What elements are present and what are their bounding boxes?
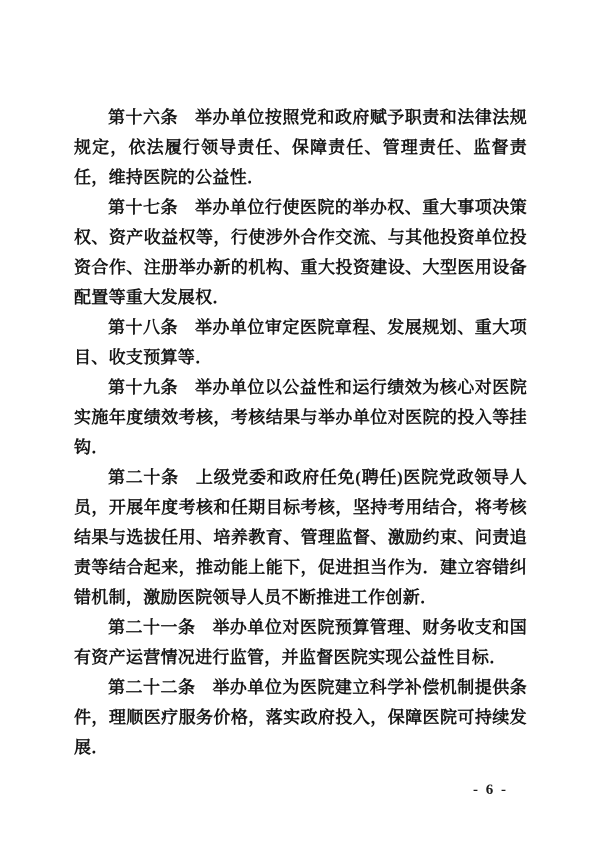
article-term: 第十七条 [108, 198, 178, 217]
article-term: 第十九条 [108, 378, 178, 397]
article-term: 第十八条 [108, 318, 178, 337]
article-paragraph [74, 193, 527, 313]
article-paragraph [74, 103, 527, 193]
article-text: 举办单位为医院建立科学补偿机制提供条件，理顺医疗服务价格，落实政府投入，保障医院可持续发展． [74, 678, 527, 757]
article-paragraph [74, 373, 527, 463]
article-paragraph [74, 463, 527, 613]
article-term: 第十六条 [108, 108, 178, 127]
article-term: 第二十一条 [108, 618, 196, 637]
article-text: 举办单位行使医院的举办权、重大事项决策权、资产收益权等，行使涉外合作交流、与其他投资单位投资合作、注册举办新的机构、重大投资建设、大型医用设备配置等重大发展权． [74, 198, 528, 307]
article-paragraph [74, 313, 527, 373]
page-number: - 6 - [473, 782, 508, 798]
article-term: 第二十二条 [108, 678, 196, 697]
article-text: 举办单位按照党和政府赋予职责和法律法规规定，依法履行领导责任、保障责任、管理责任、监督责任，维持医院的公益性． [74, 108, 528, 187]
article-text: 上级党委和政府任免(聘任)医院党政领导人员，开展年度考核和任期目标考核，坚持考用结合，将考核结果与选拔任用、培养教育、管理监督、激励约束、问责追责等结合起来，推动能上能下，促进担当作为．建立容错纠错机制，激励医院领导人员不断推进工作创新． [74, 468, 528, 607]
article-paragraph [74, 673, 527, 763]
article-paragraph [74, 613, 527, 673]
article-text: 举办单位审定医院章程、发展规划、重大项目、收支预算等． [74, 318, 528, 367]
article-term: 第二十条 [108, 468, 179, 487]
article-text: 举办单位以公益性和运行绩效为核心对医院实施年度绩效考核，考核结果与举办单位对医院的投入等挂钩． [74, 378, 528, 457]
article-text: 举办单位对医院预算管理、财务收支和国有资产运营情况进行监管，并监督医院实现公益性目标． [74, 618, 527, 667]
document-body [74, 103, 527, 763]
